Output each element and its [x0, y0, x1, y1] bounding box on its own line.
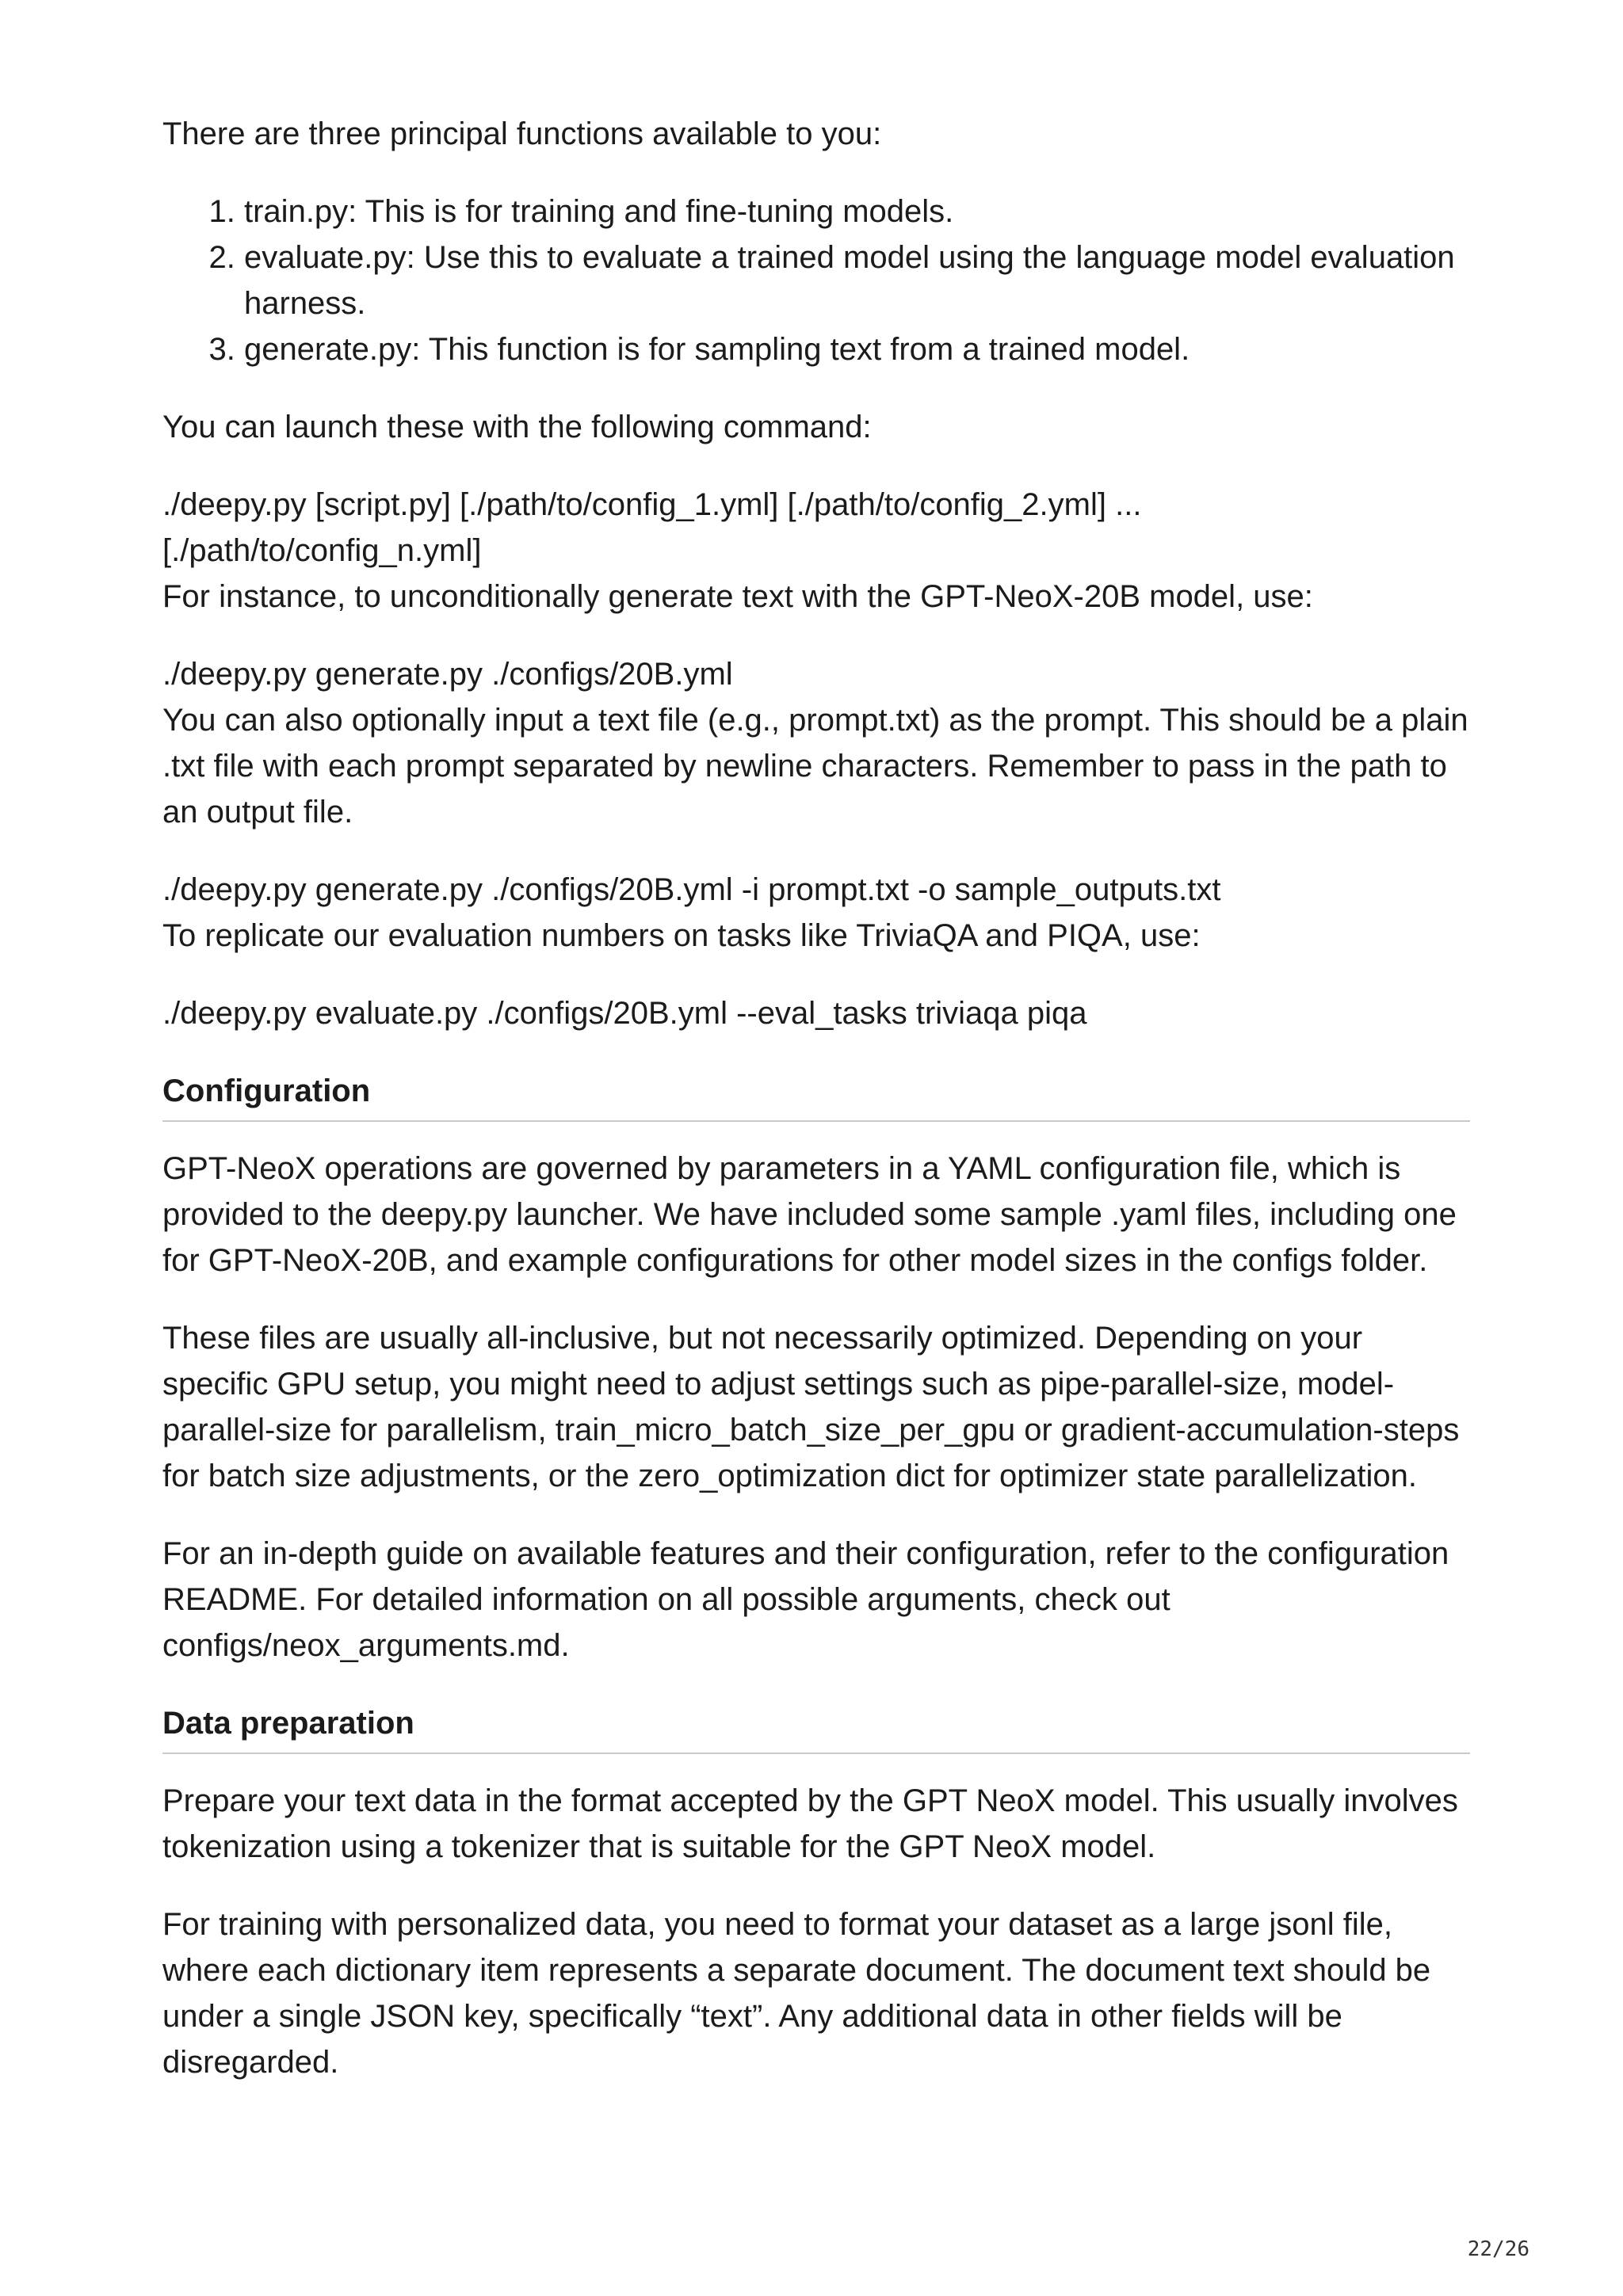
section-heading-data-preparation: Data preparation: [162, 1700, 1470, 1754]
configuration-paragraph: These files are usually all-inclusive, but not necessarily optimized. Depending on your specific GPU setup, you might need to adjust settings such as pipe-parallel-size, model-parallel-size for parallelism, train_micro_batch_size_per_gpu or gradient-accumulation-steps for batch size adjustments, or the zero_optimization dict for optimizer state parallelization.: [162, 1321, 1460, 1493]
generate-prompt-command: ./deepy.py generate.py ./configs/20B.yml -i prompt.txt -o sample_outputs.txt: [162, 872, 1221, 907]
launch-command-line: ./deepy.py [script.py] [./path/to/config_1.yml] [./path/to/config_2.yml] ...: [162, 487, 1142, 522]
configuration-paragraph: For an in-depth guide on available features and their configuration, refer to the configuration README. For detailed information on all possible arguments, check out configs/neox_arguments.md.: [162, 1536, 1449, 1663]
replicate-text: To replicate our evaluation numbers on tasks like TriviaQA and PIQA, use:: [162, 918, 1201, 953]
prompt-text: You can also optionally input a text file (e.g., prompt.txt) as the prompt. This should be a plain .txt file with each prompt separated by newline characters. Remember to pass in the path to an output file.: [162, 703, 1468, 830]
generate-prompt-command-block: [162, 867, 1470, 959]
list-item: 3. generate.py: This function is for sampling text from a trained model.: [244, 326, 1470, 372]
generate-command: ./deepy.py generate.py ./configs/20B.yml: [162, 657, 733, 692]
launch-command-block: [162, 482, 1470, 620]
page-number: 22/26: [1467, 2237, 1529, 2261]
document-body: [162, 111, 1470, 2117]
launch-command-line: [./path/to/config_n.yml]: [162, 533, 482, 568]
instance-text: For instance, to unconditionally generate text with the GPT-NeoX-20B model, use:: [162, 579, 1313, 614]
data-preparation-paragraph: For training with personalized data, you need to format your dataset as a large jsonl file, where each dictionary item represents a separate document. The document text should be under a single JSON key, specifically “text”. Any additional data in other fields will be disregarded.: [162, 1907, 1431, 2080]
generate-command-block: [162, 651, 1470, 835]
section-heading-configuration: Configuration: [162, 1068, 1470, 1122]
functions-list: [162, 189, 1470, 372]
list-item: 2. evaluate.py: Use this to evaluate a trained model using the language model evaluation harness.: [244, 235, 1470, 326]
list-item: 1. train.py: This is for training and fine-tuning models.: [244, 189, 1470, 235]
evaluate-command: ./deepy.py evaluate.py ./configs/20B.yml --eval_tasks triviaqa piqa: [162, 996, 1087, 1031]
configuration-paragraph: GPT-NeoX operations are governed by parameters in a YAML configuration file, which is provided to the deepy.py launcher. We have included some sample .yaml files, including one for GPT-NeoX-20B, and example configurations for other model sizes in the configs folder.: [162, 1151, 1457, 1278]
data-preparation-paragraph: Prepare your text data in the format accepted by the GPT NeoX model. This usually involves tokenization using a tokenizer that is suitable for the GPT NeoX model.: [162, 1783, 1458, 1864]
intro-text: There are three principal functions available to you:: [162, 116, 882, 151]
launch-text: You can launch these with the following command:: [162, 410, 872, 444]
